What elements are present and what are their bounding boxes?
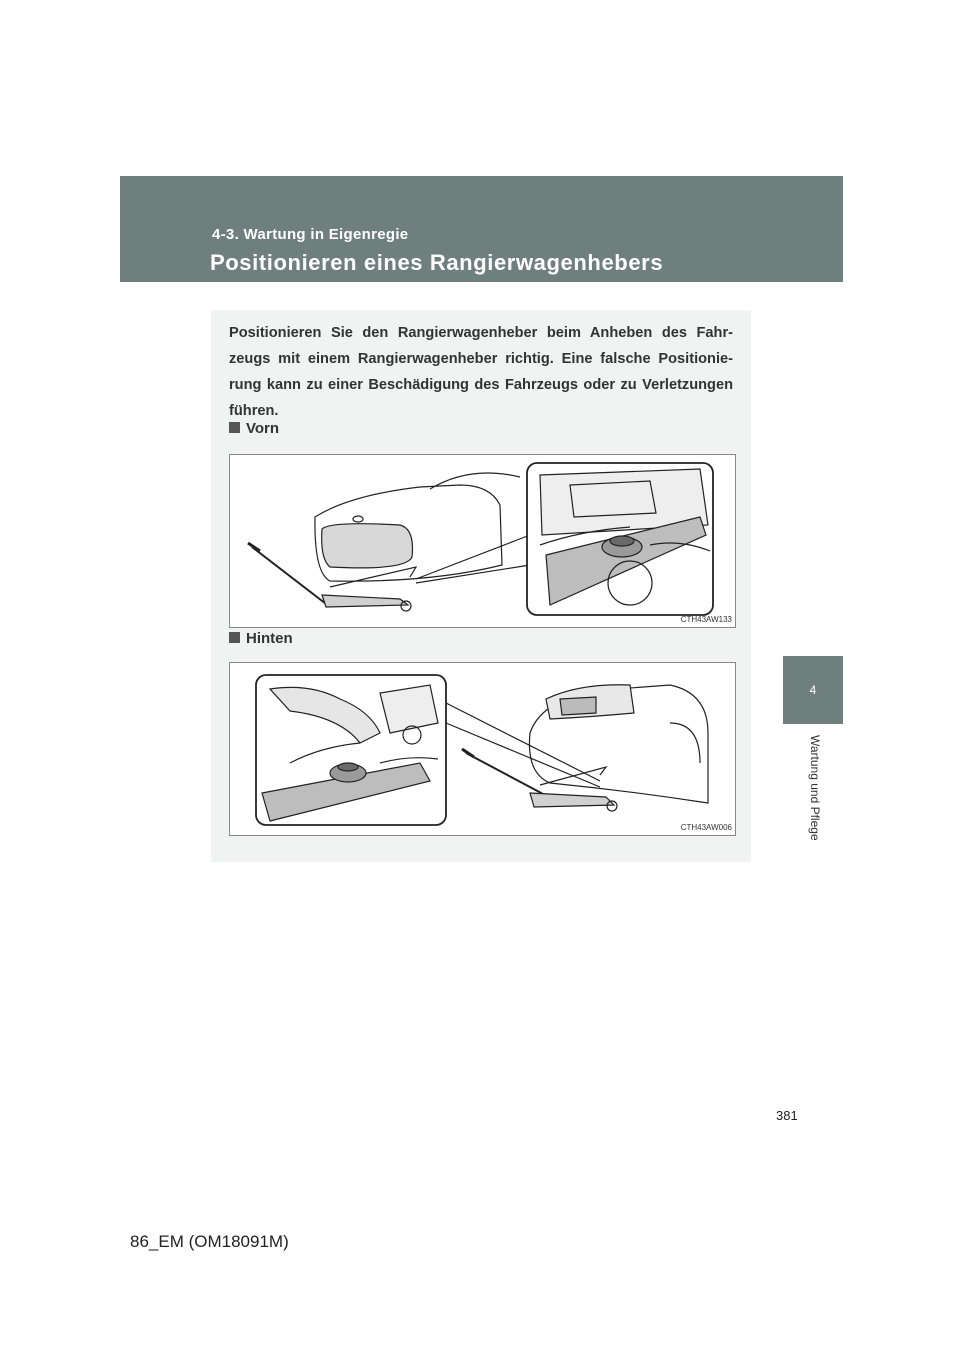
rear-jack-illustration [230, 663, 735, 835]
chapter-number: 4 [809, 683, 817, 697]
square-bullet-icon [229, 632, 240, 643]
page-title: Positionieren eines Rangierwagenhebers [210, 250, 664, 275]
subheading-rear [229, 630, 293, 647]
content-box [211, 310, 751, 862]
figure-code-front: CTH43AW133 [680, 615, 732, 624]
subheading-front [229, 420, 279, 437]
figure-front-jack [229, 454, 736, 628]
intro-text: Positionieren Sie den Rangierwagenheber beim Anheben des Fahr-zeugs mit einem Rangierwagenheber richtig. Eine falsche Positionie-rung kann zu einer Beschädigung des Fahrzeugs oder zu Verletzungen führen. [229, 325, 733, 419]
chapter-tab[interactable] [783, 656, 843, 724]
square-bullet-icon [229, 422, 240, 433]
subheading-front-label: Vorn [246, 420, 280, 437]
header-band [120, 176, 843, 282]
front-jack-illustration [230, 455, 735, 627]
section-label: 4-3. Wartung in Eigenregie [212, 226, 409, 243]
page-number: 381 [776, 1108, 798, 1123]
figure-code-rear: CTH43AW006 [680, 823, 732, 832]
model-code: 86_EM (OM18091M) [130, 1232, 289, 1251]
figure-rear-jack [229, 662, 736, 836]
chapter-name: Wartung und Pflege [808, 735, 822, 841]
subheading-rear-label: Hinten [246, 630, 293, 647]
